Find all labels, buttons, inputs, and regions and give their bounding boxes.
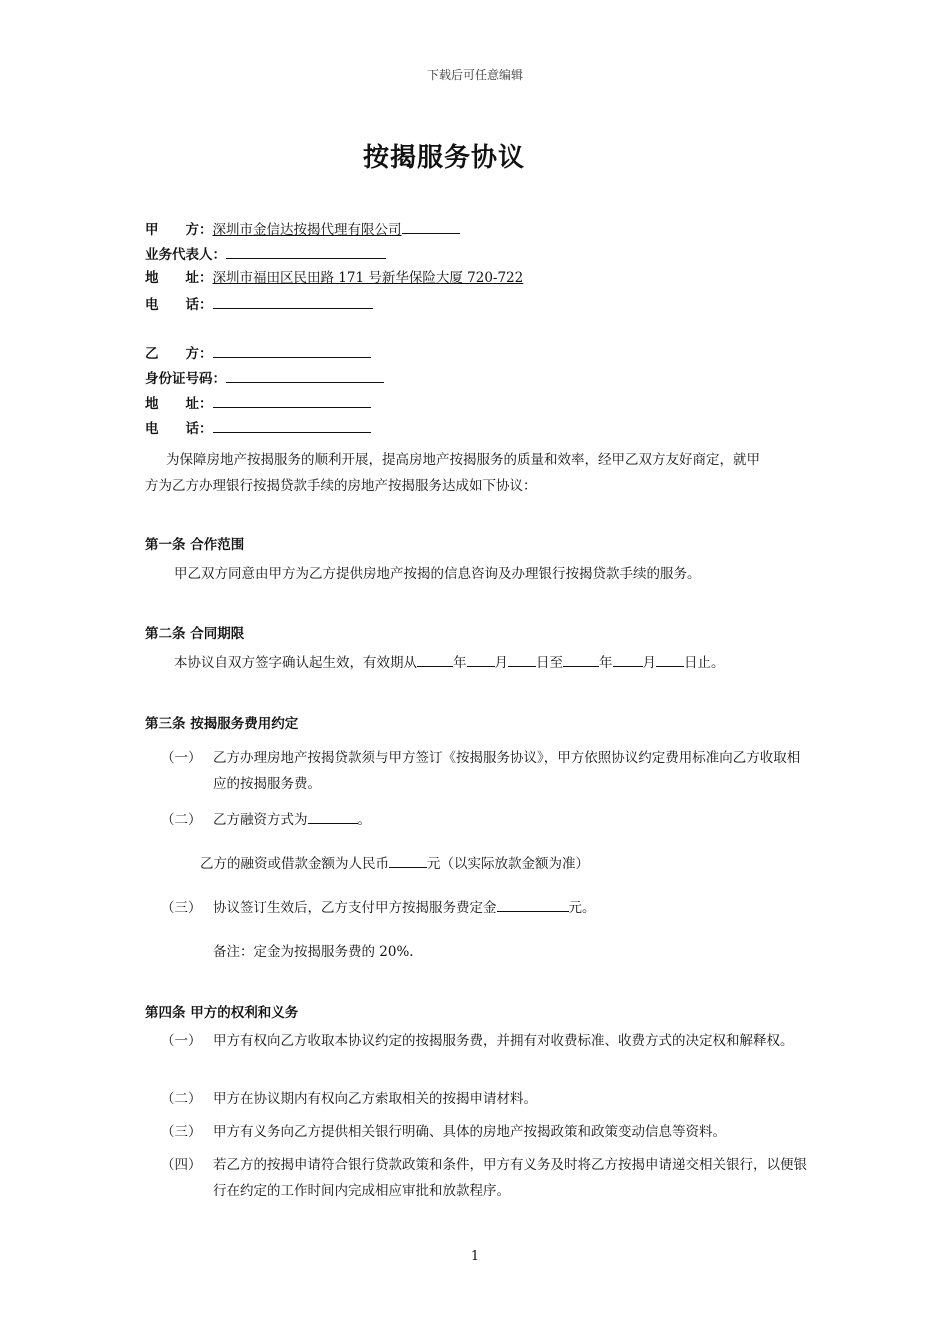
party-b-name-row <box>145 343 371 363</box>
loan-amount-unit: 元（以实际放款金额为准） <box>427 856 589 872</box>
loan-amount-text: 乙方的融资或借款金额为人民币 <box>200 856 389 872</box>
end-year-blank <box>563 652 599 667</box>
start-month-blank <box>467 652 495 667</box>
article-3-item-1-text: 乙方办理房地产按揭贷款须与甲方签订《按揭服务协议》，甲方依照协议约定费用标准向乙方收取相应的按揭服务费。 <box>213 750 801 792</box>
party-a-rep-label: 业务代表人： <box>145 247 226 263</box>
party-b-address-blank <box>213 393 371 408</box>
party-a-rep-row <box>145 244 386 264</box>
header-note: 下载后可任意编辑 <box>426 68 523 82</box>
article-3-item-2-text <box>213 807 371 833</box>
party-a-name-value: 深圳市金信达按揭代理有限公司 <box>212 222 402 238</box>
party-b-name-label: 乙 方： <box>145 346 213 362</box>
deposit-unit: 元。 <box>568 900 596 916</box>
party-b-address-row <box>145 393 371 413</box>
financing-method-text: 乙方融资方式为 <box>213 812 308 828</box>
end-month-blank <box>613 652 643 667</box>
article-4-item-2-text: 甲方在协议期内有权向乙方索取相关的按揭申请材料。 <box>213 1091 537 1107</box>
party-a-name-label: 甲 方： <box>145 222 213 238</box>
term-text-4: 日至 <box>536 655 563 671</box>
article-4-item-1-text: 甲方有权向乙方收取本协议约定的按揭服务费，并拥有对收费标准、收费方式的决定权和解释权。 <box>213 1033 794 1049</box>
party-a-name-row <box>145 219 460 239</box>
article-4-item-1-number: （一） <box>161 1033 202 1049</box>
loan-amount-blank <box>389 853 427 868</box>
party-a-phone-label: 电 话： <box>145 297 213 313</box>
article-1-heading: 第一条 合作范围 <box>145 537 245 553</box>
article-4-item-2-number: （二） <box>161 1091 202 1107</box>
start-year-blank <box>417 652 453 667</box>
party-a-address-value: 深圳市福田区民田路 171 号新华保险大厦 720-722 <box>212 270 524 286</box>
party-a-name-blank <box>402 219 460 234</box>
party-b-id-label: 身份证号码： <box>145 371 226 387</box>
article-3-heading: 第三条 按揭服务费用约定 <box>145 716 299 732</box>
party-a-phone-blank <box>213 294 373 309</box>
party-a-rep-blank <box>226 244 386 259</box>
term-text-2: 年 <box>453 655 467 671</box>
article-2-heading: 第二条 合同期限 <box>145 626 245 642</box>
party-b-phone-blank <box>213 418 371 433</box>
party-b-name-blank <box>213 343 371 358</box>
deposit-blank <box>497 897 569 912</box>
start-day-blank <box>508 652 536 667</box>
article-4-heading: 第四条 甲方的权利和义务 <box>145 1005 299 1021</box>
article-4-item-4-text: 若乙方的按揭申请符合银行贷款政策和条件，甲方有义务及时将乙方按揭申请递交相关银行，以便银行在约定的工作时间内完成相应审批和放款程序。 <box>213 1157 807 1199</box>
document-title: 按揭服务协议 <box>362 143 525 173</box>
party-a-address-row <box>145 269 523 287</box>
party-b-id-blank <box>226 368 384 383</box>
term-text-3: 月 <box>494 655 508 671</box>
term-text-7: 日止。 <box>684 655 725 671</box>
term-text-6: 月 <box>642 655 656 671</box>
article-3-item-2-number: （二） <box>161 812 202 828</box>
financing-method-blank <box>308 809 358 824</box>
financing-method-end: 。 <box>357 812 371 828</box>
party-b-id-row <box>145 368 384 388</box>
article-4-item-3-number: （三） <box>161 1124 202 1140</box>
article-4-item-3-text: 甲方有义务向乙方提供相关银行明确、具体的房地产按揭政策和政策变动信息等资料。 <box>213 1124 726 1140</box>
article-3-item-1-number: （一） <box>161 750 202 766</box>
party-a-phone-row <box>145 294 373 314</box>
deposit-text: 协议签订生效后，乙方支付甲方按揭服务费定金 <box>213 900 497 916</box>
intro-line-1: 为保障房地产按揭服务的顺利开展，提高房地产按揭服务的质量和效率，经甲乙双方友好商定，就甲 <box>166 452 760 468</box>
end-day-blank <box>656 652 684 667</box>
page-number: 1 <box>470 1249 480 1264</box>
intro-line-2: 方为乙方办理银行按揭贷款手续的房地产按揭服务达成如下协议： <box>145 478 537 494</box>
article-4-item-4-number: （四） <box>161 1157 202 1173</box>
term-text-1: 本协议自双方签字确认起生效，有效期从 <box>174 655 417 671</box>
party-b-phone-row <box>145 418 371 438</box>
article-1-text: 甲乙双方同意由甲方为乙方提供房地产按揭的信息咨询及办理银行按揭贷款手续的服务。 <box>174 566 701 582</box>
article-3-item-3-number: （三） <box>161 900 202 916</box>
term-text-5: 年 <box>599 655 613 671</box>
loan-amount-line <box>200 851 589 877</box>
party-b-phone-label: 电 话： <box>145 421 213 437</box>
party-b-address-label: 地 址： <box>145 396 213 412</box>
deposit-note: 备注：定金为按揭服务费的 20%. <box>213 944 414 960</box>
article-3-item-3-text <box>213 895 596 921</box>
party-a-address-label: 地 址： <box>145 270 213 286</box>
article-2-text <box>174 650 725 676</box>
